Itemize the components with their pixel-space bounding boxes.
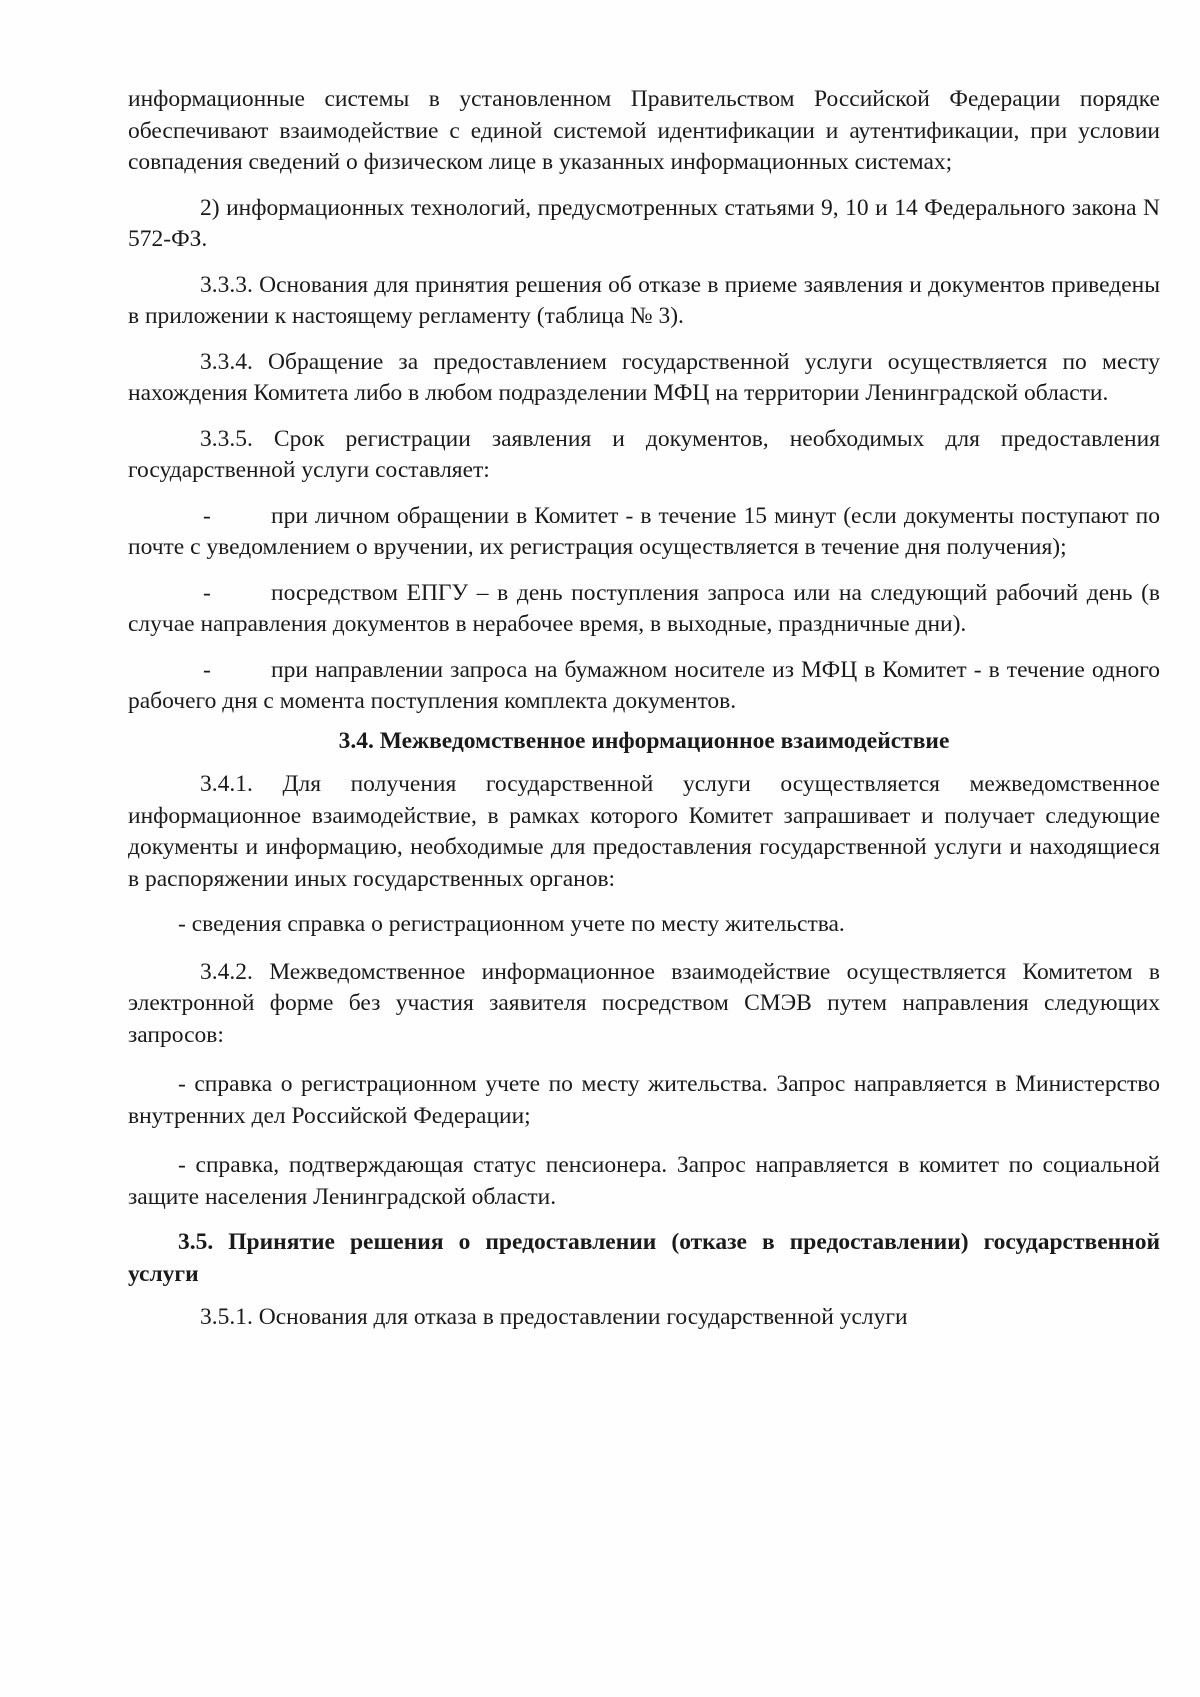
paragraph-3-3-3: 3.3.3. Основания для принятия решения об отказе в приеме заявления и документов приведены в приложении к настоящему регламенту (таблица № 3). (128, 271, 1160, 329)
paragraph-3-4-2: 3.4.2. Межведомственное информационное взаимодействие осуществляется Комитетом в электронной форме без участия заявителя посредством СМЭВ путем направления следующих запросов: (128, 958, 1160, 1048)
document-body (128, 84, 1160, 1348)
dash-marker: - (203, 656, 211, 683)
paragraph-3-3-5: 3.3.5. Срок регистрации заявления и документов, необходимых для предоставления государственной услуги составляет: (128, 425, 1160, 483)
paragraph-item-2: 2) информационных технологий, предусмотренных статьями 9, 10 и 14 Федерального закона N 572-ФЗ. (128, 194, 1160, 252)
dash-marker: - (203, 579, 211, 606)
dash-item-text: при личном обращении в Комитет - в течение 15 минут (если документы поступают по почте с уведомлением о вручении, их регистрация осуществляется в течение дня получения); (128, 502, 1160, 560)
list-item-pension-request: - справка, подтверждающая статус пенсионера. Запрос направляется в комитет по социальной защите населения Ленинградской области. (128, 1152, 1160, 1210)
list-item-registration-info: - сведения справка о регистрационном учете по месту жительства. (178, 911, 845, 937)
dash-item-personal (128, 501, 1160, 564)
section-heading-3-5: 3.5. Принятие решения о предоставлении (отказе в предоставлении) государственной услуги (128, 1229, 1160, 1287)
list-item-mvd-request: - справка о регистрационном учете по месту жительства. Запрос направляется в Министерство внутренних дел Российской Федерации; (128, 1071, 1160, 1129)
section-heading-3-4: 3.4. Межведомственное информационное взаимодействие (338, 727, 950, 754)
dash-item-text: при направлении запроса на бумажном носителе из МФЦ в Комитет - в течение одного рабочего дня с момента поступления комплекта документов. (128, 656, 1160, 714)
dash-item-epgu (128, 578, 1160, 641)
dash-item-mfc (128, 655, 1160, 718)
paragraph-3-4-1: 3.4.1. Для получения государственной услуги осуществляется межведомственное информационное взаимодействие, в рамках которого Комитет запрашивает и получает следующие документы и информацию, необходимые для предоставления государственной услуги и находящиеся в распоряжении иных государственных органов: (128, 771, 1160, 892)
dash-item-text: посредством ЕПГУ – в день поступления запроса или на следующий рабочий день (в случае направления документов в нерабочее время, в выходные, праздничные дни). (128, 579, 1160, 637)
paragraph-continuation: информационные системы в установленном Правительством Российской Федерации порядке обеспечивают взаимодействие с единой системой идентификации и аутентификации, при условии совпадения сведений о физическом лице в указанных информационных системах; (128, 86, 1160, 175)
paragraph-3-5-1: 3.5.1. Основания для отказа в предоставлении государственной услуги (200, 1304, 908, 1330)
dash-marker: - (203, 502, 211, 529)
paragraph-3-3-4: 3.3.4. Обращение за предоставлением государственной услуги осуществляется по месту нахождения Комитета либо в любом подразделении МФЦ на территории Ленинградской области. (128, 348, 1160, 406)
